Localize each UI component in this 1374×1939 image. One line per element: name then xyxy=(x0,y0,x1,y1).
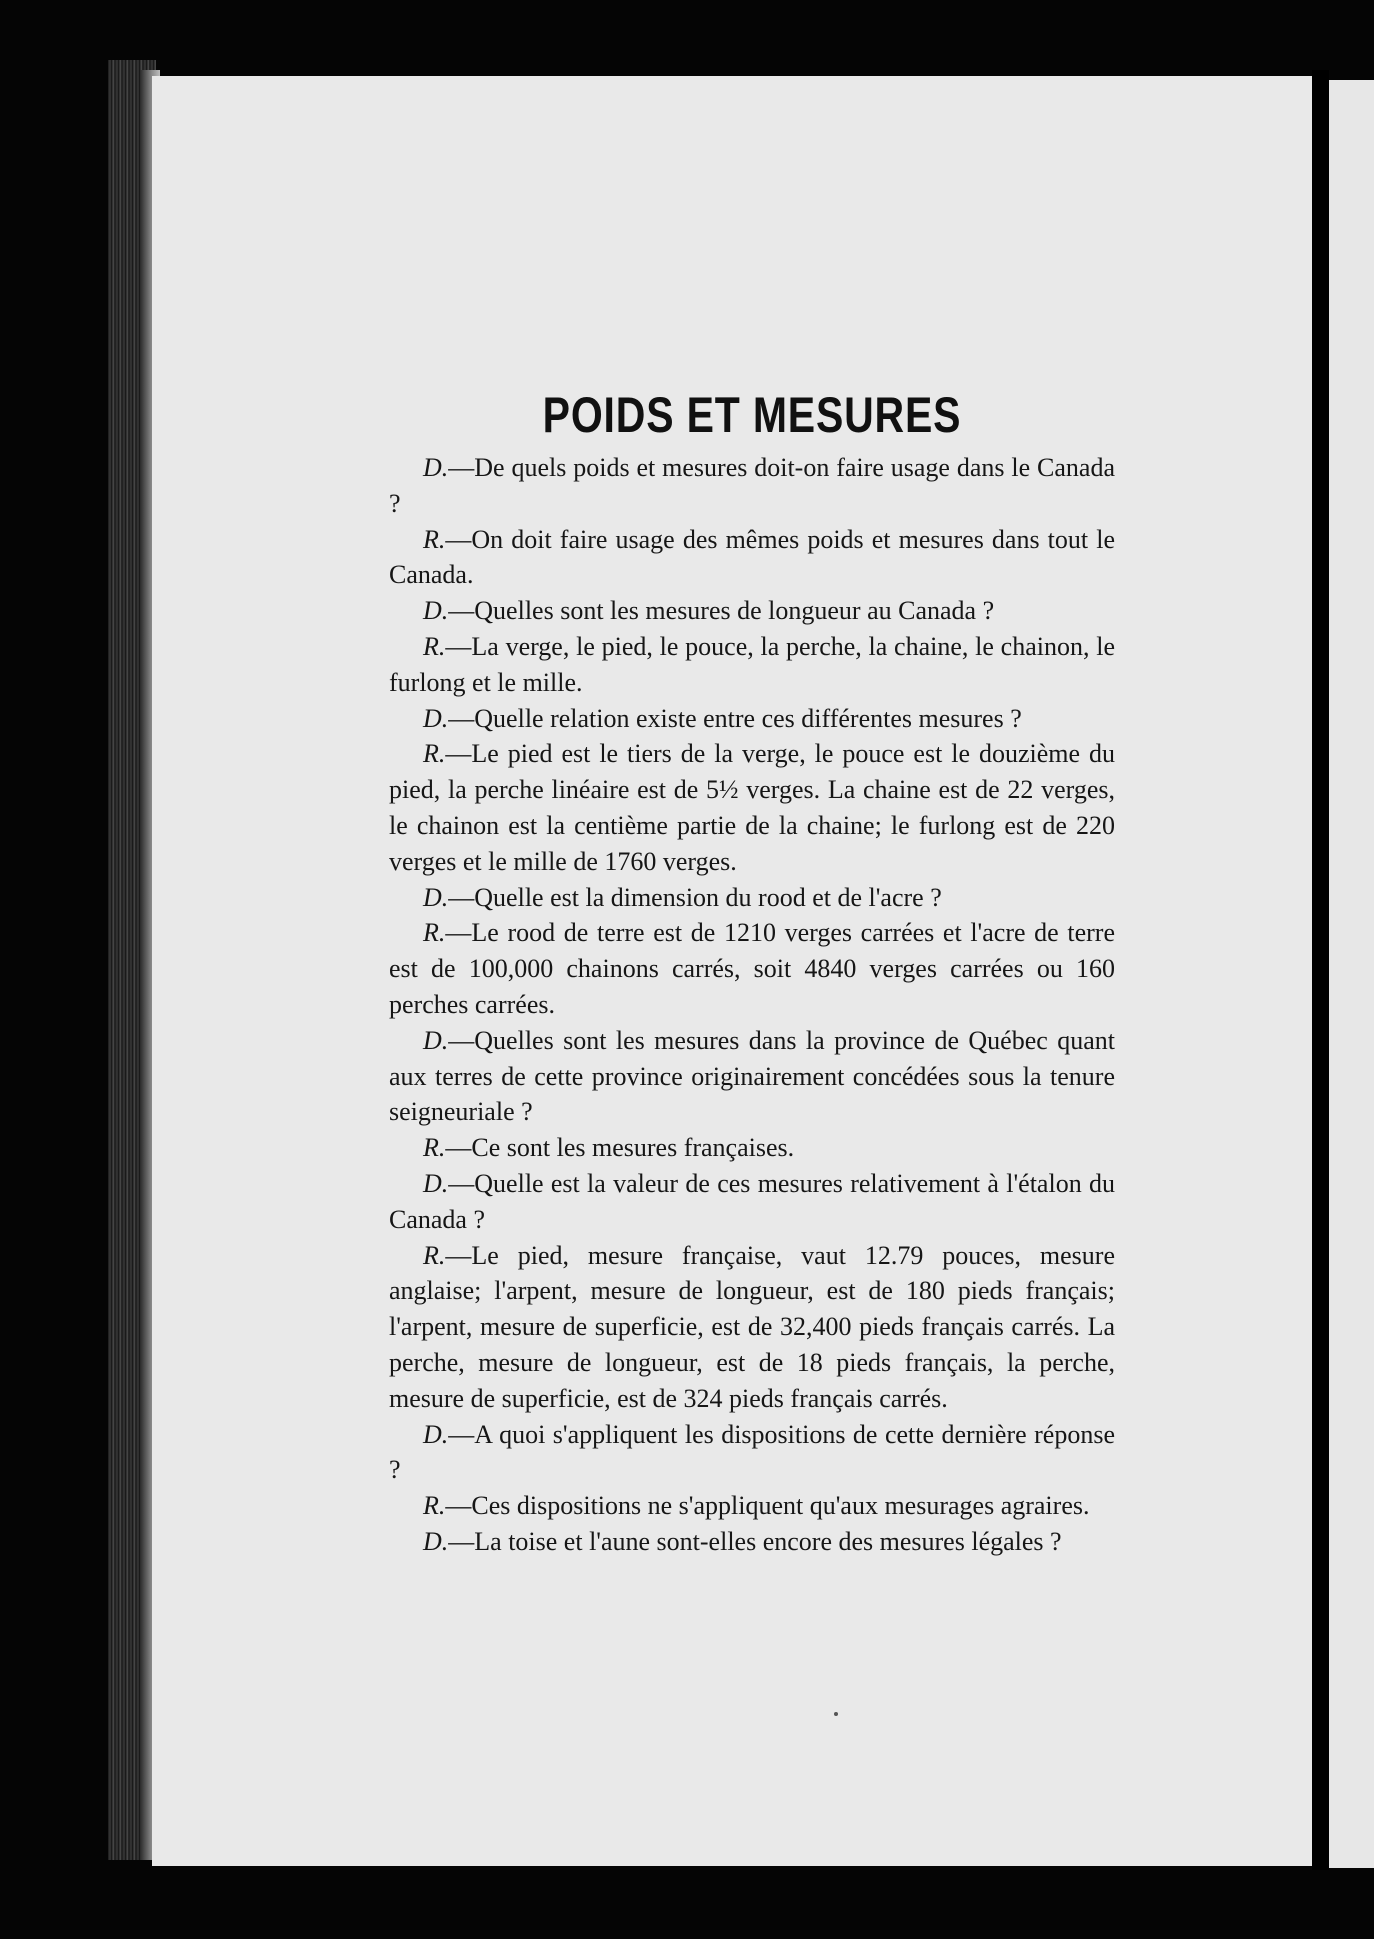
paragraph-lead: R. xyxy=(423,918,446,948)
paragraph xyxy=(389,1524,1115,1560)
paragraph xyxy=(389,1130,1115,1166)
paragraph-lead: D. xyxy=(423,703,449,733)
paragraph-lead: D. xyxy=(423,453,449,482)
paragraph-lead: R. xyxy=(423,524,446,554)
paragraph xyxy=(389,1238,1115,1417)
paragraph-text: —On doit faire usage des mêmes poids et mesures dans tout le Canada. xyxy=(389,524,1115,590)
paragraph xyxy=(389,522,1115,594)
paragraph-lead: R. xyxy=(423,739,446,769)
paragraph-lead: D. xyxy=(423,1168,449,1198)
paragraph-lead: D. xyxy=(423,1419,449,1449)
body-text xyxy=(389,450,1115,1560)
paragraph-text: —Ce sont les mesures françaises. xyxy=(445,1133,795,1163)
paragraph-text: —Quelle est la valeur de ces mesures relativement à l'étalon du Canada ? xyxy=(389,1168,1115,1234)
paragraph-text: —A quoi s'appliquent les dispositions de cette dernière réponse ? xyxy=(389,1419,1115,1485)
paragraph-text: —De quels poids et mesures doit-on faire usage dans le Canada ? xyxy=(389,453,1115,518)
paragraph xyxy=(389,880,1115,916)
page-gutter xyxy=(1312,70,1329,1870)
paragraph-lead: R. xyxy=(423,1133,446,1163)
paragraph-lead: R. xyxy=(423,1491,446,1521)
paragraph-lead: D. xyxy=(423,882,449,912)
paragraph-text: —Le pied, mesure française, vaut 12.79 pouces, mesure anglaise; l'arpent, mesure de longueur, est de 180 pieds français; l'arpent, mesure de superficie, est de 32,400 pieds français carrés. La perche, mesure de longueur, est de 18 pieds français, la perche, mesure de superficie, est de 324 pieds français carrés. xyxy=(389,1240,1115,1413)
paragraph xyxy=(389,1488,1115,1524)
paragraph-lead: R. xyxy=(423,631,446,661)
paragraph-text: —Le rood de terre est de 1210 verges carrées et l'acre de terre est de 100,000 chainons carrés, soit 4840 verges carrées ou 160 perches carrées. xyxy=(389,918,1115,1019)
paragraph xyxy=(389,736,1115,879)
paragraph xyxy=(389,629,1115,701)
paragraph xyxy=(389,1417,1115,1489)
page-title: POIDS ET MESURES xyxy=(542,386,962,443)
paragraph-lead: D. xyxy=(423,596,449,626)
paragraph xyxy=(389,593,1115,629)
print-speck xyxy=(834,1712,838,1716)
paragraph-text: —Quelle relation existe entre ces différentes mesures ? xyxy=(448,703,1022,733)
paragraph-text: —Quelles sont les mesures de longueur au Canada ? xyxy=(448,596,995,626)
paragraph-text: —La toise et l'aune sont-elles encore des mesures légales ? xyxy=(448,1526,1062,1556)
paragraph-lead: D. xyxy=(423,1025,449,1055)
paragraph xyxy=(389,1166,1115,1238)
paragraph-text: —La verge, le pied, le pouce, la perche, la chaine, le chainon, le furlong et le mille. xyxy=(389,631,1115,697)
paragraph-text: —Ces dispositions ne s'appliquent qu'aux mesurages agraires. xyxy=(445,1491,1090,1521)
paragraph xyxy=(389,915,1115,1022)
paragraph-text: —Quelle est la dimension du rood et de l'acre ? xyxy=(448,882,942,912)
paragraph xyxy=(389,1023,1115,1130)
paragraph-lead: D. xyxy=(423,1526,449,1556)
paragraph-text: —Le pied est le tiers de la verge, le pouce est le douzième du pied, la perche linéaire est de 5½ verges. La chaine est de 22 verges, le chainon est la centième partie de la chaine; le furlong est de 220 verges et le mille de 1760 verges. xyxy=(389,739,1115,876)
facing-page-edge xyxy=(1329,80,1374,1868)
paragraph xyxy=(389,701,1115,737)
paragraph-lead: R. xyxy=(423,1240,446,1270)
paragraph-text: —Quelles sont les mesures dans la province de Québec quant aux terres de cette province originairement concédées sous la tenure seigneuriale ? xyxy=(389,1025,1115,1127)
paragraph xyxy=(389,450,1115,522)
